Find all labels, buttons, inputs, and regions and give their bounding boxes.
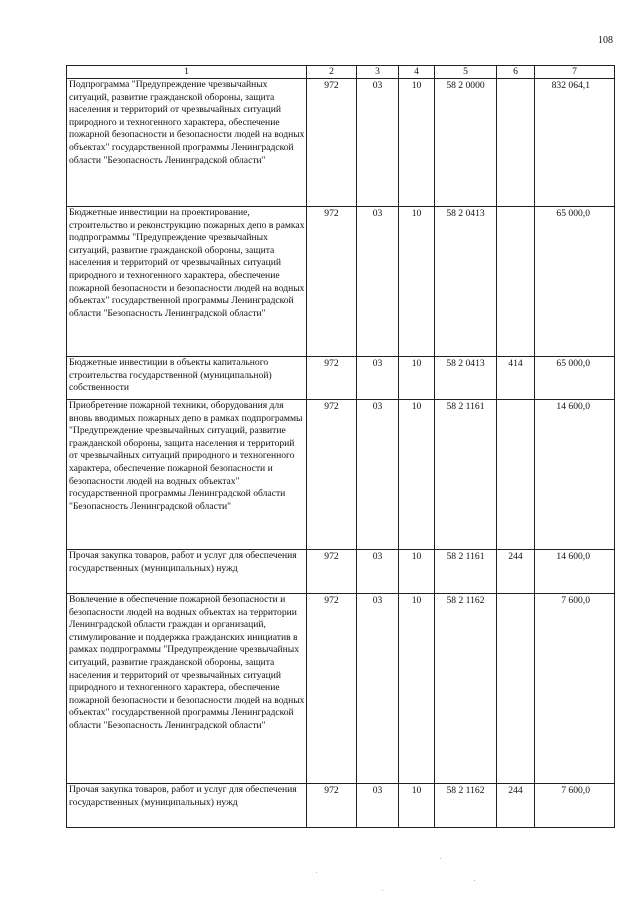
row-target-code: 58 2 1161	[435, 400, 497, 550]
row-name: Прочая закупка товаров, работ и услуг для обеспечения государственных (муниципальных) нужд	[67, 550, 307, 594]
column-header: 5	[435, 66, 497, 79]
row-name: Бюджетные инвестиции на проектирование, строительство и реконструкцию пожарных депо в рамках подпрограммы "Предупреждение чрезвычайных ситуаций, развитие гражданской обороны, защита населения и территорий от чрезвычайных ситуаций природного и техногенного характера, обеспечение пожарной безопасности и безопасности людей на водных объектах" государственной программы Ленинградской области "Безопасность Ленинградской области"	[67, 207, 307, 357]
row-subsection: 10	[399, 550, 435, 594]
row-amount: 65 000,0	[535, 207, 615, 357]
row-name: Бюджетные инвестиции в объекты капитального строительства государственной (муниципальной) собственности	[67, 357, 307, 400]
row-section: 03	[357, 207, 399, 357]
row-admin-code: 972	[307, 550, 357, 594]
table-row	[67, 784, 615, 828]
scan-speck	[440, 858, 441, 859]
scan-speck	[382, 890, 383, 891]
column-header: 2	[307, 66, 357, 79]
table-row	[67, 550, 615, 594]
row-section: 03	[357, 79, 399, 207]
row-name: Вовлечение в обеспечение пожарной безопасности и безопасности людей на водных объектах на территории Ленинградской области граждан и организаций, стимулирование и поддержка гражданских инициатив в рамках подпрограммы "Предупреждение чрезвычайных ситуаций, развитие гражданской обороны, защита населения и территорий от чрезвычайных ситуаций природного и техногенного характера, обеспечение пожарной безопасности и безопасности людей на водных объектах" государственной программы Ленинградской области "Безопасность Ленинградской области"	[67, 594, 307, 784]
row-amount: 7 600,0	[535, 594, 615, 784]
row-admin-code: 972	[307, 594, 357, 784]
row-section: 03	[357, 550, 399, 594]
column-header: 3	[357, 66, 399, 79]
row-amount: 14 600,0	[535, 400, 615, 550]
column-header: 1	[67, 66, 307, 79]
row-target-code: 58 2 0413	[435, 357, 497, 400]
row-subsection: 10	[399, 357, 435, 400]
row-expense-type	[497, 594, 535, 784]
row-admin-code: 972	[307, 207, 357, 357]
row-expense-type: 244	[497, 784, 535, 828]
row-target-code: 58 2 0000	[435, 79, 497, 207]
row-subsection: 10	[399, 400, 435, 550]
scan-speck	[316, 872, 317, 873]
scan-speck	[474, 880, 475, 881]
row-section: 03	[357, 784, 399, 828]
table-row	[67, 357, 615, 400]
row-target-code: 58 2 0413	[435, 207, 497, 357]
row-section: 03	[357, 400, 399, 550]
row-section: 03	[357, 594, 399, 784]
row-subsection: 10	[399, 207, 435, 357]
row-target-code: 58 2 1162	[435, 784, 497, 828]
table-header-row	[67, 66, 615, 79]
row-name: Подпрограмма "Предупреждение чрезвычайных ситуаций, развитие гражданской обороны, защита населения и территорий от чрезвычайных ситуаций природного и техногенного характера, обеспечение пожарной безопасности и безопасности людей на водных объектах" государственной программы Ленинградской области "Безопасность Ленинградской области"	[67, 79, 307, 207]
row-amount: 14 600,0	[535, 550, 615, 594]
row-name: Прочая закупка товаров, работ и услуг для обеспечения государственных (муниципальных) нужд	[67, 784, 307, 828]
row-section: 03	[357, 357, 399, 400]
row-expense-type	[497, 400, 535, 550]
row-admin-code: 972	[307, 400, 357, 550]
column-header: 4	[399, 66, 435, 79]
row-expense-type: 244	[497, 550, 535, 594]
row-admin-code: 972	[307, 357, 357, 400]
row-amount: 832 064,1	[535, 79, 615, 207]
row-amount: 65 000,0	[535, 357, 615, 400]
column-header: 7	[535, 66, 615, 79]
row-subsection: 10	[399, 784, 435, 828]
row-expense-type: 414	[497, 357, 535, 400]
row-amount: 7 600,0	[535, 784, 615, 828]
row-subsection: 10	[399, 594, 435, 784]
row-admin-code: 972	[307, 784, 357, 828]
row-name: Приобретение пожарной техники, оборудования для вновь вводимых пожарных депо в рамках подпрограммы "Предупреждение чрезвычайных ситуаций, развитие гражданской обороны, защита населения и территорий от чрезвычайных ситуаций природного и техногенного характера, обеспечение пожарной безопасности и безопасности людей на водных объектах" государственной программы Ленинградской области "Безопасность Ленинградской области"	[67, 400, 307, 550]
table-row	[67, 79, 615, 207]
table-row	[67, 400, 615, 550]
row-target-code: 58 2 1162	[435, 594, 497, 784]
budget-table	[66, 65, 615, 828]
row-expense-type	[497, 207, 535, 357]
table-row	[67, 207, 615, 357]
row-target-code: 58 2 1161	[435, 550, 497, 594]
page-number: 108	[598, 35, 613, 46]
row-subsection: 10	[399, 79, 435, 207]
table-row	[67, 594, 615, 784]
row-expense-type	[497, 79, 535, 207]
column-header: 6	[497, 66, 535, 79]
row-admin-code: 972	[307, 79, 357, 207]
